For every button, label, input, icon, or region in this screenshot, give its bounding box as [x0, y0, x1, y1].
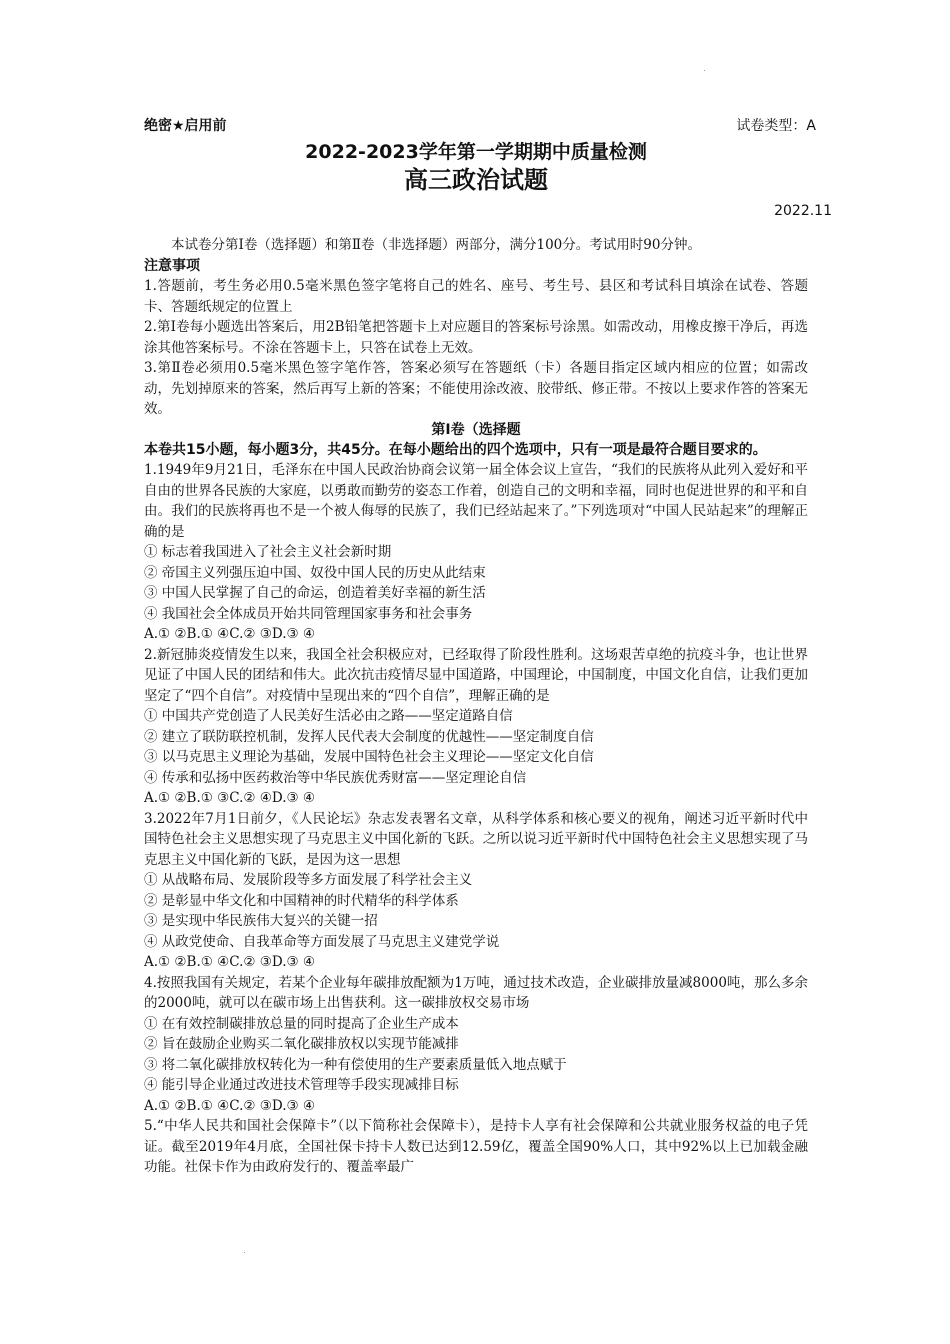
- notice-item-1: 1.答题前，考生务必用0.5毫米黑色签字笔将自己的姓名、座号、考生号、县区和考试科目填涂在试卷、答题卡、答题纸规定的位置上: [144, 278, 808, 315]
- question-1: [144, 460, 808, 645]
- question-stem: 1.1949年9月21日，毛泽东在中国人民政治协商会议第一届全体会议上宣告，“我们的民族将从此列入爱好和平自由的世界各民族的大家庭，以勇敢而勤劳的姿态工作着，创造自己的文明和幸福，同时也促进世界的和平和自由。我们的民族将再也不是一个被人侮辱的民族了，我们已经站起来了。”下列选项对“中国人民站起来”的理解正确的是: [144, 462, 808, 540]
- question-stem: 2.新冠肺炎疫情发生以来，我国全社会积极应对，已经取得了阶段性胜利。这场艰苦卓绝的抗疫斗争，也让世界见证了中国人民的团结和伟大。此次抗击疫情尽显中国道路，中国理论，中国制度，中国文化自信，让我们更加坚定了“四个自信”。对疫情中呈现出来的“四个自信”，理解正确的是: [144, 646, 808, 704]
- question-option: ③ 将二氧化碳排放权转化为一种有偿使用的生产要素质量低入地点赋于: [144, 1056, 567, 1073]
- section-title: 第Ⅰ卷（选择题: [431, 421, 521, 438]
- question-option: ② 旨在鼓励企业购买二氧化碳排放权以实现节能减排: [144, 1036, 459, 1052]
- question-3: [144, 809, 808, 973]
- subject-title: 高三政治试题: [404, 166, 548, 194]
- intro-text: 本试卷分第Ⅰ卷（选择题）和第Ⅱ卷（非选择题）两部分，满分100分。考试用时90分钟。: [171, 237, 701, 253]
- paper-type-label: 试卷类型：A: [736, 118, 816, 134]
- question-option: ③ 是实现中华民族伟大复兴的关键一招: [144, 913, 378, 929]
- answer-choices: A.① ②B.① ④C.② ③D.③ ④: [144, 954, 316, 970]
- question-option: ③ 中国人民掌握了自己的命运，创造着美好幸福的新生活: [144, 585, 486, 601]
- notice-item-3: 3.第Ⅱ卷必须用0.5毫米黑色签字笔作答，答案必须写在答题纸（卡）各题目指定区域内相应的位置；如需改动，先划掉原来的答案，然后再写上新的答案；不能使用涂改液、胶带纸、修正带。不按以上要求作答的答案无效。: [144, 360, 808, 417]
- question-option: ④ 能引导企业通过改进技术管理等手段实现减排目标: [144, 1077, 459, 1093]
- question-stem: 3.2022年7月1日前夕，《人民论坛》杂志发表署名文章，从科学体系和核心要义的视角，阐述习近平新时代中国特色社会主义思想实现了马克思主义中国化新的飞跃。之所以说习近平新时代中国特色社会主义思想实现了马克思主义中国化新的飞跃，是因为这一思想: [144, 810, 808, 868]
- exam-page: [144, 115, 832, 1178]
- question-option: ① 中国共产党创造了人民美好生活必由之路——坚定道路自信: [144, 708, 513, 724]
- question-option: ② 是彰显中华文化和中国精神的时代精华的科学体系: [144, 892, 459, 909]
- scan-speck-bottom: [244, 1252, 245, 1253]
- notice-item-2: 2.第Ⅰ卷每小题选出答案后，用2B铅笔把答题卡上对应题目的答案标号涂黑。如需改动，用橡皮擦干净后，再选涂其他答案标号。不涂在答题卡上，只答在试卷上无效。: [144, 319, 808, 356]
- scan-speck-top: [704, 70, 705, 71]
- question-option: ③ 以马克思主义理论为基础，发展中国特色社会主义理论——坚定文化自信: [144, 749, 594, 765]
- question-option: ① 在有效控制碳排放总量的同时提高了企业生产成本: [144, 1015, 459, 1032]
- header-row: [144, 115, 816, 137]
- answer-choices: A.① ②B.① ③C.② ④D.③ ④: [144, 790, 316, 806]
- notice-heading: 注意事项: [144, 257, 200, 274]
- question-option: ② 帝国主义列强压迫中国、奴役中国人民的历史从此结束: [144, 564, 486, 581]
- question-option: ④ 我国社会全体成员开始共同管理国家事务和社会事务: [144, 605, 473, 622]
- question-5: [144, 1116, 808, 1178]
- question-option: ② 建立了联防联控机制，发挥人民代表大会制度的优越性——坚定制度自信: [144, 728, 594, 745]
- question-4: [144, 973, 808, 1117]
- answer-choices: A.① ②B.① ④C.② ③D.③ ④: [144, 626, 316, 642]
- question-option: ④ 传承和弘扬中医药救治等中华民族优秀财富——坚定理论自信: [144, 769, 527, 786]
- section-description: 本卷共15小题，每小题3分，共45分。在每小题给出的四个选项中，只有一项是最符合题目要求的。: [144, 441, 767, 458]
- question-option: ① 标志着我国进入了社会主义社会新时期: [144, 544, 392, 560]
- secrecy-label: 绝密★启用前: [144, 118, 227, 134]
- exam-title: 2022-2023学年第一学期期中质量检测: [305, 141, 647, 163]
- question-option: ① 从战略布局、发展阶段等多方面发展了科学社会主义: [144, 872, 473, 888]
- question-stem: 4.按照我国有关规定，若某个企业每年碳排放配额为1万吨，通过技术改造，企业碳排放量减8000吨，那么多余的2000吨，就可以在碳市场上出售获利。这一碳排放权交易市场: [144, 974, 808, 1011]
- answer-choices: A.① ②B.① ④C.② ③D.③ ④: [144, 1097, 316, 1114]
- question-stem: 5.“中华人民共和国社会保障卡”（以下简称社会保障卡），是持卡人享有社会保障和公共就业服务权益的电子凭证。截至2019年4月底，全国社保卡持卡人数已达到12.59亿，覆盖全国90%人口，其中92%以上已加载金融功能。社保卡作为由政府发行的、覆盖率最广: [144, 1118, 808, 1175]
- question-option: ④ 从政党使命、自我革命等方面发展了马克思主义建党学说: [144, 933, 500, 950]
- question-2: [144, 645, 808, 809]
- exam-date: 2022.11: [774, 203, 832, 219]
